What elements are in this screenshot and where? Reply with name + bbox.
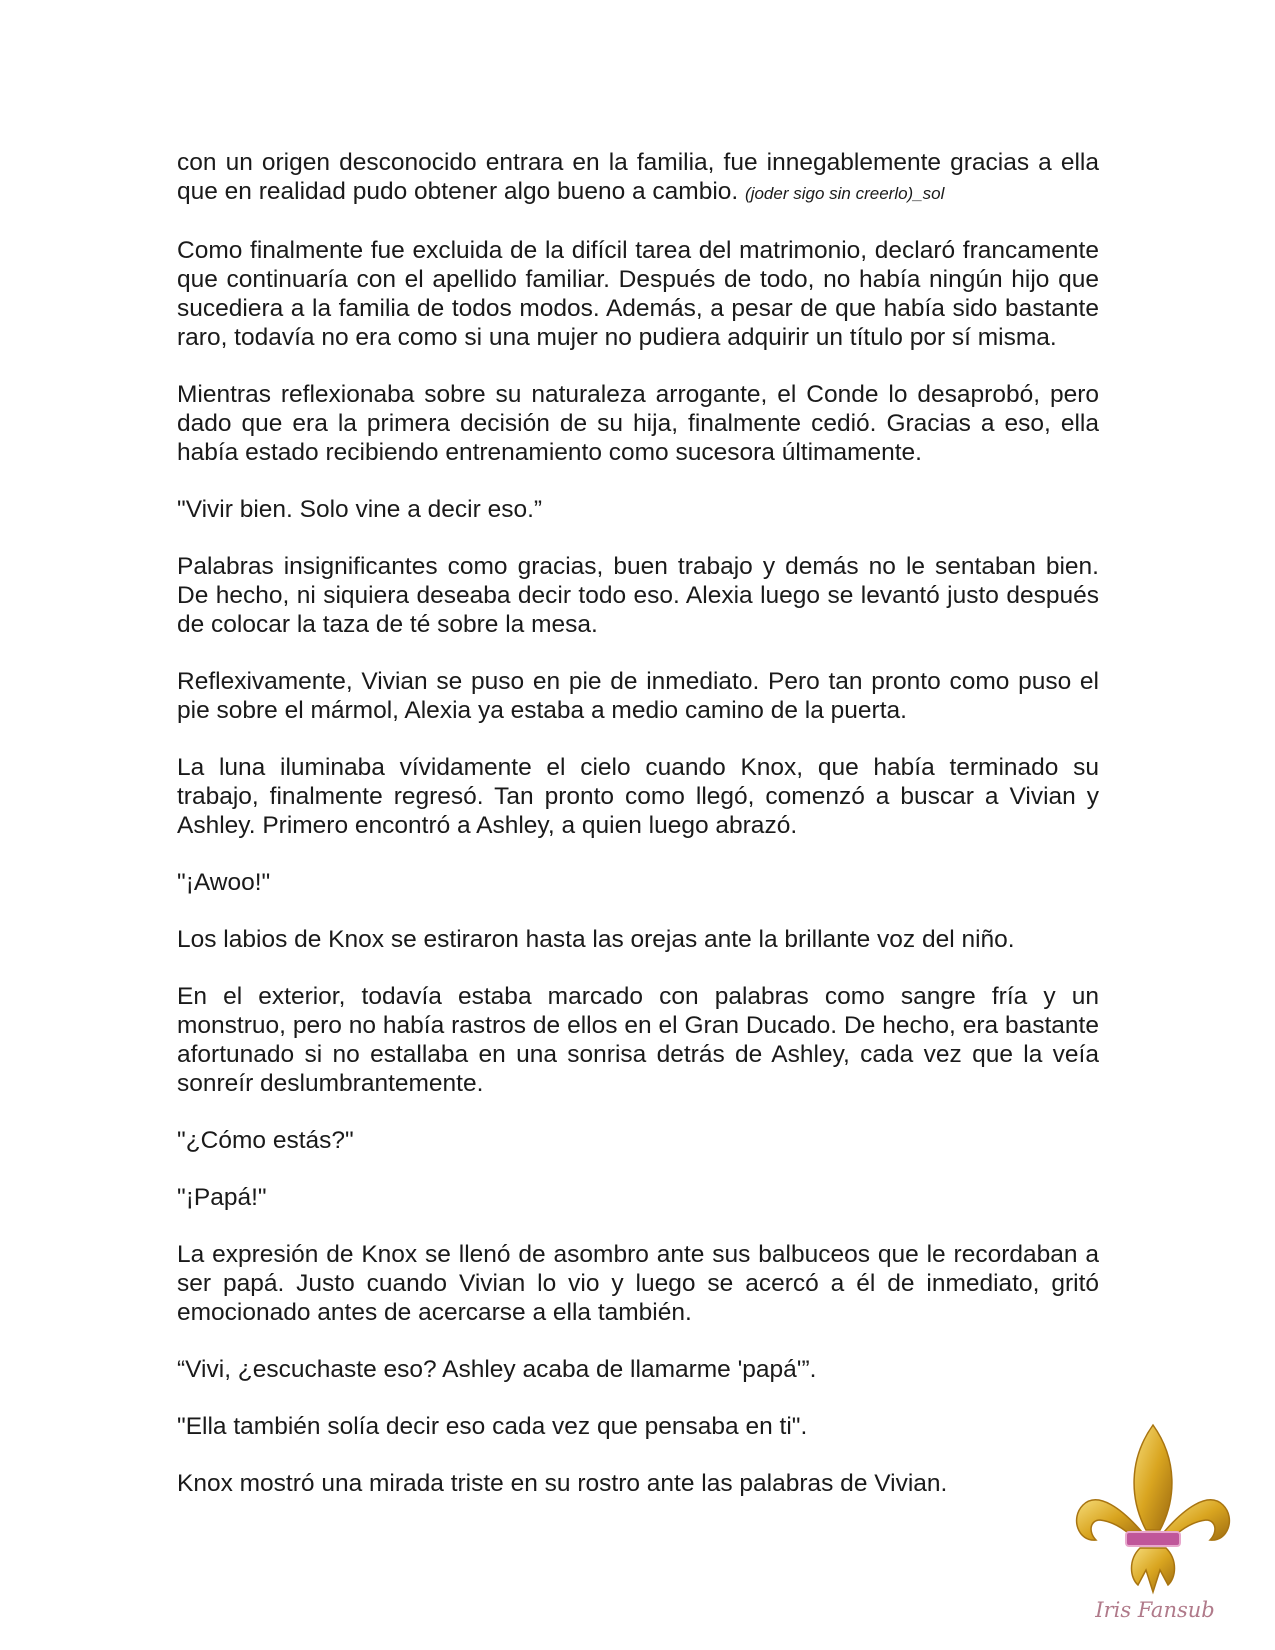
paragraph-10: En el exterior, todavía estaba marcado con palabras como sangre fría y un monstruo, pero no había rastros de ellos en el Gran Ducado. De hecho, era bastante afortunado si no estallaba en una sonrisa detrás de Ashley, cada vez que la veía sonreír deslumbrantemente. (177, 983, 1099, 1097)
dialogue-line: "¿Cómo estás?" (177, 1127, 354, 1154)
paragraph-9: Los labios de Knox se estiraron hasta las orejas ante la brillante voz del niño. (177, 926, 1015, 953)
paragraph-16: Knox mostró una mirada triste en su rostro ante las palabras de Vivian. (177, 1470, 948, 1497)
dialogue-line: "¡Papá!" (177, 1184, 267, 1211)
dialogue-line: "¡Awoo!" (177, 869, 271, 896)
paragraph-5: Palabras insignificantes como gracias, buen trabajo y demás no le sentaban bien. De hecho, ni siquiera deseaba decir todo eso. Alexia luego se levantó justo después de colocar la taza de té sobre la mesa. (177, 553, 1099, 638)
paragraph-13: La expresión de Knox se llenó de asombro ante sus balbuceos que le recordaban a ser papá. Justo cuando Vivian lo vio y luego se acercó a él de inmediato, gritó emocionado antes de acercarse a ella también. (177, 1241, 1099, 1326)
dialogue-line: "Ella también solía decir eso cada vez que pensaba en ti". (177, 1413, 808, 1440)
translator-note: (joder sigo sin creerlo)_sol (745, 184, 945, 203)
chapter-text (177, 148, 1099, 1526)
paragraph-6: Reflexivamente, Vivian se puso en pie de inmediato. Pero tan pronto como puso el pie sobre el mármol, Alexia ya estaba a medio camino de la puerta. (177, 668, 1099, 724)
dialogue-line: “Vivi, ¿escuchaste eso? Ashley acaba de llamarme 'papá'”. (177, 1356, 817, 1383)
paragraph-3: Mientras reflexionaba sobre su naturaleza arrogante, el Conde lo desaprobó, pero dado que era la primera decisión de su hija, finalmente cedió. Gracias a eso, ella había estado recibiendo entrenamiento como sucesora últimamente. (177, 381, 1099, 466)
paragraph-1: con un origen desconocido entrara en la familia, fue innegablemente gracias a ella que en realidad pudo obtener algo bueno a cambio. (joder sigo sin creerlo)_sol (177, 149, 1099, 205)
paragraph-7: La luna iluminaba vívidamente el cielo cuando Knox, que había terminado su trabajo, finalmente regresó. Tan pronto como llegó, comenzó a buscar a Vivian y Ashley. Primero encontró a Ashley, a quien luego abrazó. (177, 754, 1099, 839)
watermark-text: Iris Fansub (1095, 1598, 1215, 1622)
dialogue-line: "Vivir bien. Solo vine a decir eso.” (177, 496, 543, 523)
paragraph-2: Como finalmente fue excluida de la difícil tarea del matrimonio, declaró francamente que continuaría con el apellido familiar. Después de todo, no había ningún hijo que sucediera a la familia de todos modos. Además, a pesar de que había sido bastante raro, todavía no era como si una mujer no pudiera adquirir un título por sí misma. (177, 237, 1099, 351)
